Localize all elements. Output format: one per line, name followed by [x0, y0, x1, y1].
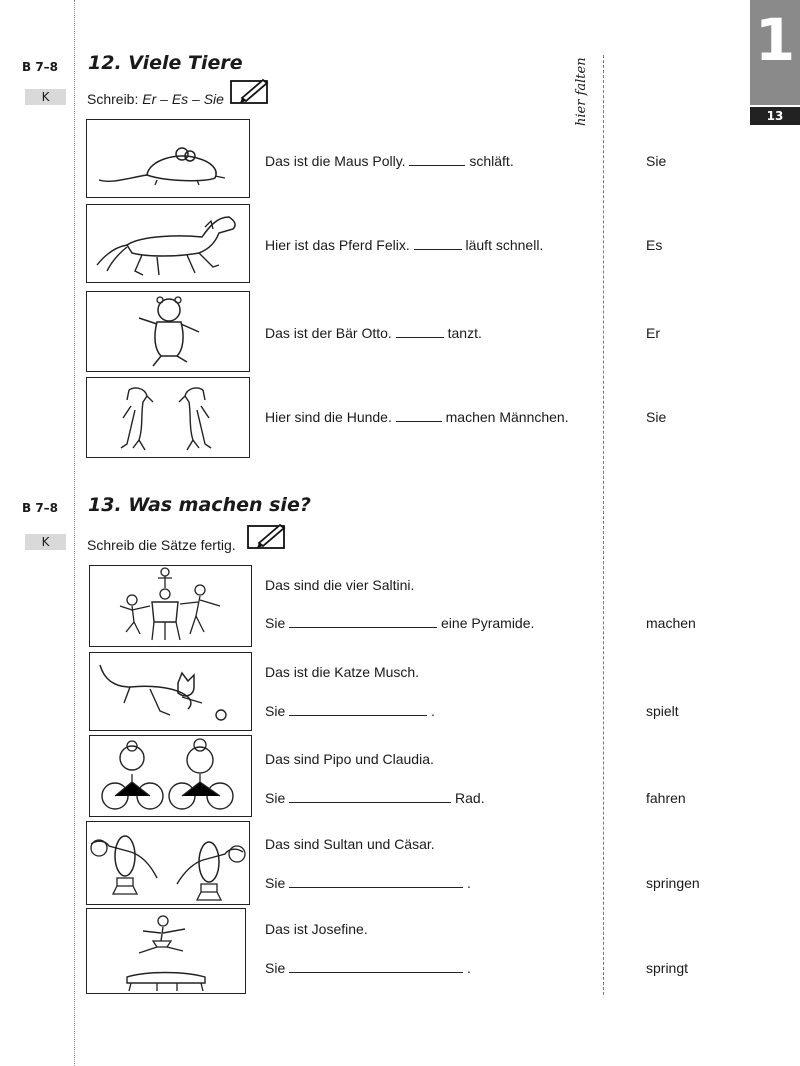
answer-blank[interactable]: [289, 703, 427, 716]
answer-blank[interactable]: [396, 325, 444, 338]
exercise13-badge: K: [25, 534, 66, 550]
margin-line: [74, 0, 75, 1066]
ex13-sentence-2: Sie .: [265, 703, 435, 719]
ex12-sentence-4: Hier sind die Hunde. machen Männchen.: [265, 409, 569, 425]
ex12-answer-4: Sie: [646, 409, 667, 425]
ex13-intro-1: Das sind die vier Saltini.: [265, 577, 415, 593]
ex13-answer-2: spielt: [646, 703, 679, 719]
pencil-write-icon: [247, 523, 287, 549]
ex12-answer-3: Er: [646, 325, 660, 341]
dogs-drawing: [86, 377, 250, 458]
exercise12-badge: K: [25, 89, 66, 105]
horse-drawing: [86, 204, 250, 283]
ex13-answer-4: springen: [646, 875, 700, 891]
ex12-sentence-2: Hier ist das Pferd Felix. läuft schnell.: [265, 237, 544, 253]
answer-blank[interactable]: [289, 875, 463, 888]
instruction-prefix: Schreib:: [87, 91, 143, 107]
clowns-bicycles-drawing: [89, 735, 252, 817]
answer-blank[interactable]: [396, 409, 442, 422]
fold-line: [603, 55, 604, 995]
page-number: 13: [750, 107, 800, 125]
ex13-intro-2: Das ist die Katze Musch.: [265, 664, 420, 680]
ex13-answer-3: fahren: [646, 790, 686, 806]
lions-hoops-drawing: [86, 821, 250, 905]
ex12-sentence-3: Das ist der Bär Otto. tanzt.: [265, 325, 482, 341]
ex13-sentence-5: Sie .: [265, 960, 471, 976]
ex13-intro-3: Das sind Pipo und Claudia.: [265, 751, 434, 767]
exercise13-instruction: Schreib die Sätze fertig.: [87, 537, 236, 553]
instruction-options: Er – Es – Sie: [142, 91, 224, 107]
ex13-answer-1: machen: [646, 615, 696, 631]
ex13-sentence-1: Sie eine Pyramide.: [265, 615, 535, 631]
chapter-number-tab: 1: [750, 0, 800, 105]
ex13-sentence-3: Sie Rad.: [265, 790, 485, 806]
ex13-intro-5: Das ist Josefine.: [265, 921, 368, 937]
cat-ball-drawing: [89, 652, 252, 731]
exercise13-reference: B 7–8: [22, 501, 59, 515]
exercise13-title: 13. Was machen sie?: [88, 494, 311, 516]
bear-drawing: [86, 291, 250, 372]
pencil-write-icon: [230, 78, 270, 104]
exercise12-instruction: [87, 91, 224, 107]
acrobats-pyramid-drawing: [89, 565, 252, 647]
fold-label: hier falten: [574, 57, 589, 126]
exercise12-reference: B 7–8: [22, 60, 59, 74]
answer-blank[interactable]: [289, 960, 463, 973]
ex13-answer-5: springt: [646, 960, 689, 976]
trampoline-girl-drawing: [86, 908, 246, 994]
ex12-sentence-1: Das ist die Maus Polly. schläft.: [265, 153, 514, 169]
ex12-answer-2: Es: [646, 237, 663, 253]
ex13-sentence-4: Sie .: [265, 875, 471, 891]
mouse-drawing: [86, 119, 250, 198]
answer-blank[interactable]: [409, 153, 465, 166]
answer-blank[interactable]: [289, 615, 437, 628]
answer-blank[interactable]: [414, 237, 462, 250]
ex13-intro-4: Das sind Sultan und Cäsar.: [265, 836, 435, 852]
answer-blank[interactable]: [289, 790, 451, 803]
exercise12-title: 12. Viele Tiere: [88, 52, 243, 74]
ex12-answer-1: Sie: [646, 153, 667, 169]
